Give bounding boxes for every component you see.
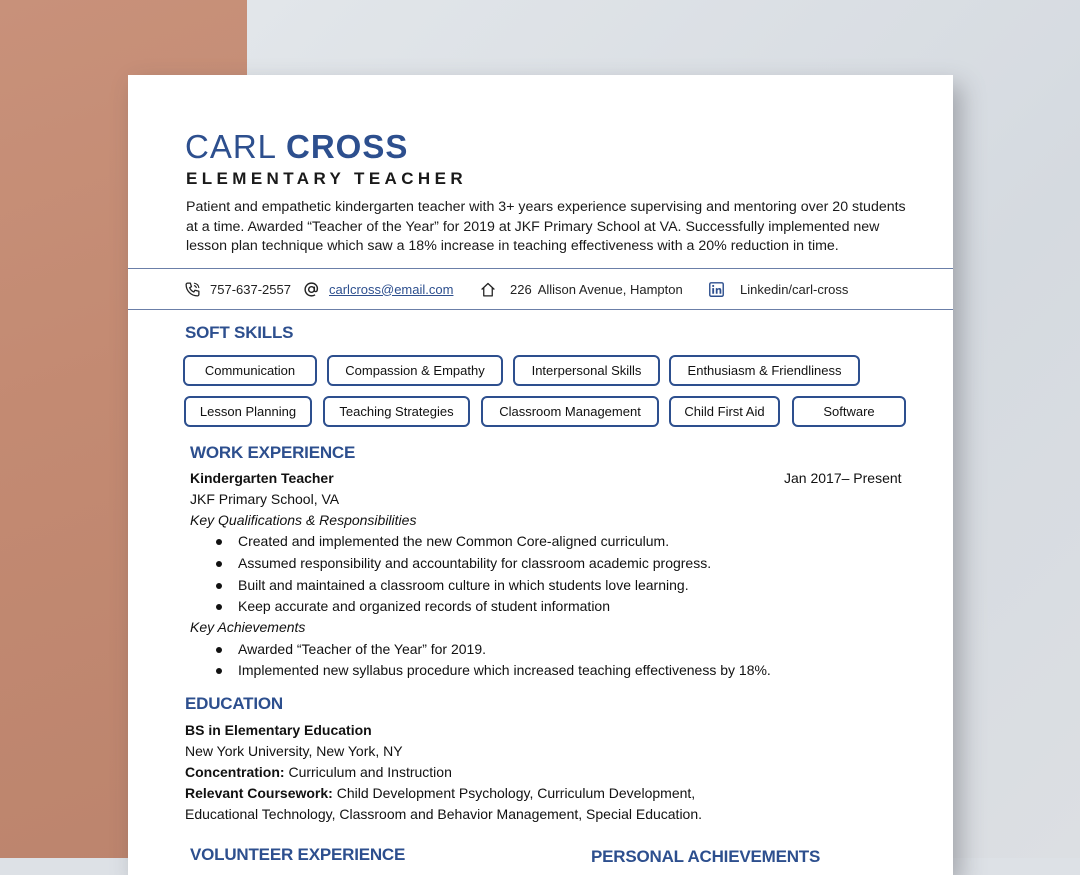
first-name: CARL (185, 128, 276, 165)
achievements-subheading: Key Achievements (190, 619, 306, 635)
degree: BS in Elementary Education (185, 722, 372, 738)
job-role: Kindergarten Teacher (190, 470, 334, 486)
skill-pill: Child First Aid (669, 396, 780, 427)
phone-icon (184, 281, 201, 298)
concentration-label: Concentration: (185, 764, 285, 780)
linkedin-handle: Linkedin/carl-cross (740, 281, 849, 297)
job-title: ELEMENTARY TEACHER (186, 169, 468, 188)
personal-achievements-heading: PERSONAL ACHIEVEMENTS (591, 847, 821, 866)
coursework-value: Child Development Psychology, Curriculum Development, (336, 785, 696, 801)
contact-phone (184, 269, 291, 309)
list-item: Created and implemented the new Common Core-aligned curriculum. (238, 533, 670, 549)
employer: JKF Primary School, VA (190, 491, 340, 507)
concentration-value: Curriculum and Instruction (288, 764, 452, 780)
linkedin-icon (708, 281, 725, 298)
volunteer-heading: VOLUNTEER EXPERIENCE (190, 845, 406, 864)
school: New York University, New York, NY (185, 743, 403, 759)
skill-pill: Communication (183, 355, 317, 386)
skill-pill: Enthusiasm & Friendliness (669, 355, 860, 386)
contact-linkedin (708, 269, 848, 309)
coursework-line (185, 785, 695, 801)
email-link[interactable]: carlcross@email.com (329, 281, 454, 297)
skill-pill: Compassion & Empathy (327, 355, 503, 386)
skill-pill: Interpersonal Skills (513, 355, 660, 386)
skill-pill: Classroom Management (481, 396, 659, 427)
coursework-label: Relevant Coursework: (185, 785, 333, 801)
address-street: Allison Avenue, Hampton (537, 281, 683, 297)
resume-page (128, 75, 953, 875)
contact-email (303, 269, 453, 309)
soft-skills-heading: SOFT SKILLS (185, 323, 294, 342)
education-heading: EDUCATION (185, 694, 283, 713)
skill-pill: Teaching Strategies (323, 396, 470, 427)
list-item: Implemented new syllabus procedure which increased teaching effectiveness by 18%. (238, 662, 771, 678)
summary: Patient and empathetic kindergarten teacher with 3+ years experience supervising and mentoring over 20 students at a time. Awarded “Teacher of the Year” for 2019 at JKF Primary School at VA. Successfully implemented new lesson plan technique which saw a 18% increase in teaching effectiveness with a 20% reduction in time. (186, 199, 906, 254)
address-number: 226 (510, 281, 532, 297)
skill-pill: Lesson Planning (184, 396, 312, 427)
contact-bar (128, 268, 953, 310)
job-dates: Jan 2017– Present (784, 470, 902, 486)
at-sign-icon (303, 281, 320, 298)
list-item: Built and maintained a classroom culture in which students love learning. (238, 577, 689, 593)
concentration-line (185, 764, 452, 780)
last-name: CROSS (285, 128, 409, 165)
work-experience-heading: WORK EXPERIENCE (190, 443, 356, 462)
list-item: Keep accurate and organized records of student information (238, 598, 611, 614)
list-item: Awarded “Teacher of the Year” for 2019. (238, 641, 487, 657)
home-icon (479, 281, 497, 298)
list-item: Assumed responsibility and accountability for classroom academic progress. (238, 555, 712, 571)
coursework-continued: Educational Technology, Classroom and Behavior Management, Special Education. (185, 806, 703, 822)
qualifications-subheading: Key Qualifications & Responsibilities (190, 512, 417, 528)
phone-number: 757-637-2557 (210, 281, 291, 297)
contact-address (479, 269, 683, 309)
skill-pill: Software (792, 396, 906, 427)
candidate-name (185, 128, 408, 166)
